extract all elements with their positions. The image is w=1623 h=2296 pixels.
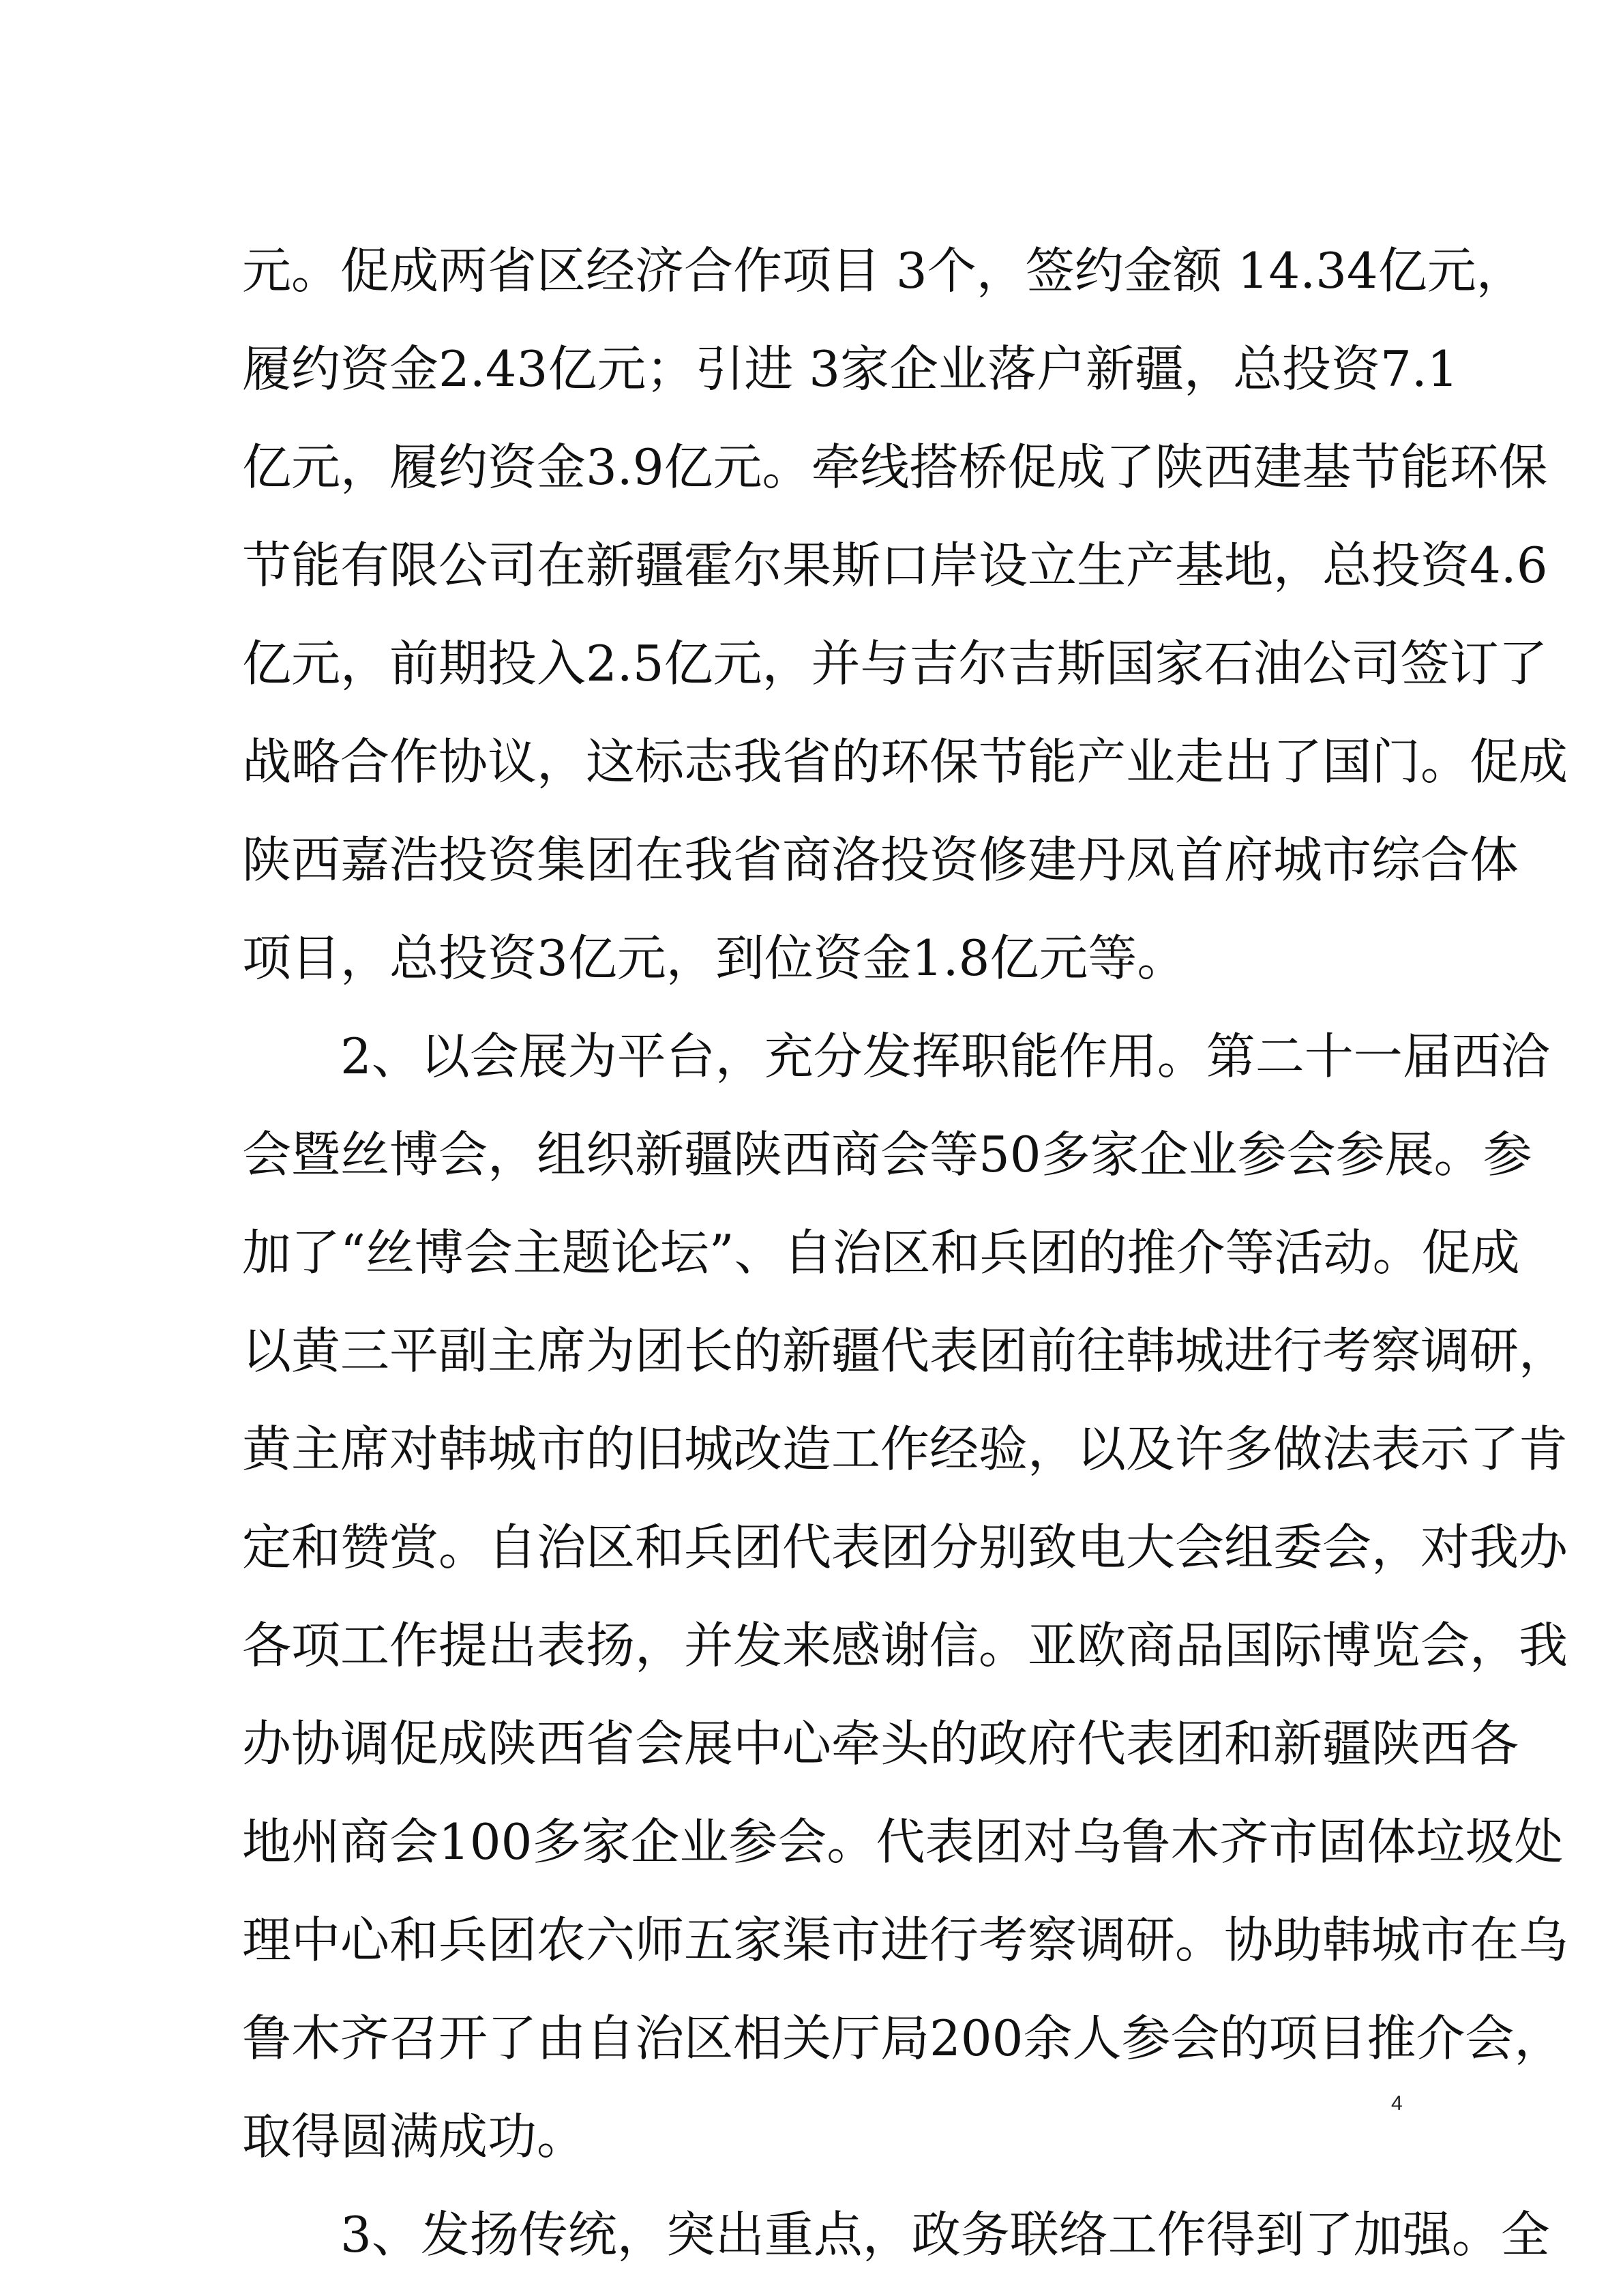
text-line: 鲁木齐召开了由自治区相关厅局200余人参会的项目推介会， bbox=[242, 2010, 1564, 2067]
text-line: 战略合作协议，这标志我省的环保节能产业走出了国门。促成 bbox=[242, 733, 1568, 790]
text-line: 以黄三平副主席为团长的新疆代表团前往韩城进行考察调研， bbox=[242, 1322, 1568, 1380]
text-line: 亿元，履约资金3.9亿元。牵线搭桥促成了陕西建基节能环保 bbox=[242, 438, 1548, 496]
paragraph-3 bbox=[242, 2186, 1550, 2284]
text-line: 办协调促成陕西省会展中心牵头的政府代表团和新疆陕西各 bbox=[242, 1715, 1519, 1772]
text-line: 取得圆满成功。 bbox=[242, 2108, 586, 2165]
text-line: 地州商会100多家企业参会。代表团对乌鲁木齐市固体垃圾处 bbox=[242, 1813, 1564, 1870]
text-line: 履约资金2.43亿元；引进 3家企业落户新疆，总投资7.1 bbox=[242, 340, 1459, 398]
text-line: 陕西嘉浩投资集团在我省商洛投资修建丹凤首府城市综合体 bbox=[242, 831, 1519, 889]
paragraph-2 bbox=[242, 1007, 1568, 2186]
text-line: 各项工作提出表扬，并发来感谢信。亚欧商品国际博览会，我 bbox=[242, 1617, 1568, 1674]
text-line: 项目，总投资3亿元，到位资金1.8亿元等。 bbox=[242, 929, 1187, 987]
text-line: 3、发扬传统，突出重点，政务联络工作得到了加强。全 bbox=[340, 2206, 1550, 2263]
text-line: 黄主席对韩城市的旧城改造工作经验，以及许多做法表示了肯 bbox=[242, 1420, 1568, 1478]
text-line: 元。促成两省区经济合作项目 3个，签约金额 14.34亿元， bbox=[242, 242, 1525, 299]
body-text bbox=[242, 222, 1568, 2284]
text-line: 加了“丝博会主题论坛”、自治区和兵团的推介等活动。促成 bbox=[242, 1224, 1520, 1281]
text-line: 节能有限公司在新疆霍尔果斯口岸设立生产基地，总投资4.6 bbox=[242, 537, 1548, 594]
text-line: 会暨丝博会，组织新疆陕西商会等50多家企业参会参展。参 bbox=[242, 1126, 1532, 1183]
paragraph-1 bbox=[242, 222, 1568, 1007]
page-number: 4 bbox=[1391, 2092, 1403, 2115]
text-line: 定和赞赏。自治区和兵团代表团分别致电大会组委会，对我办 bbox=[242, 1519, 1568, 1576]
text-line: 亿元，前期投入2.5亿元，并与吉尔吉斯国家石油公司签订了 bbox=[242, 635, 1548, 692]
text-line: 2、以会展为平台，充分发挥职能作用。第二十一届西洽 bbox=[340, 1028, 1550, 1085]
text-line: 理中心和兵团农六师五家渠市进行考察调研。协助韩城市在乌 bbox=[242, 1911, 1568, 1969]
